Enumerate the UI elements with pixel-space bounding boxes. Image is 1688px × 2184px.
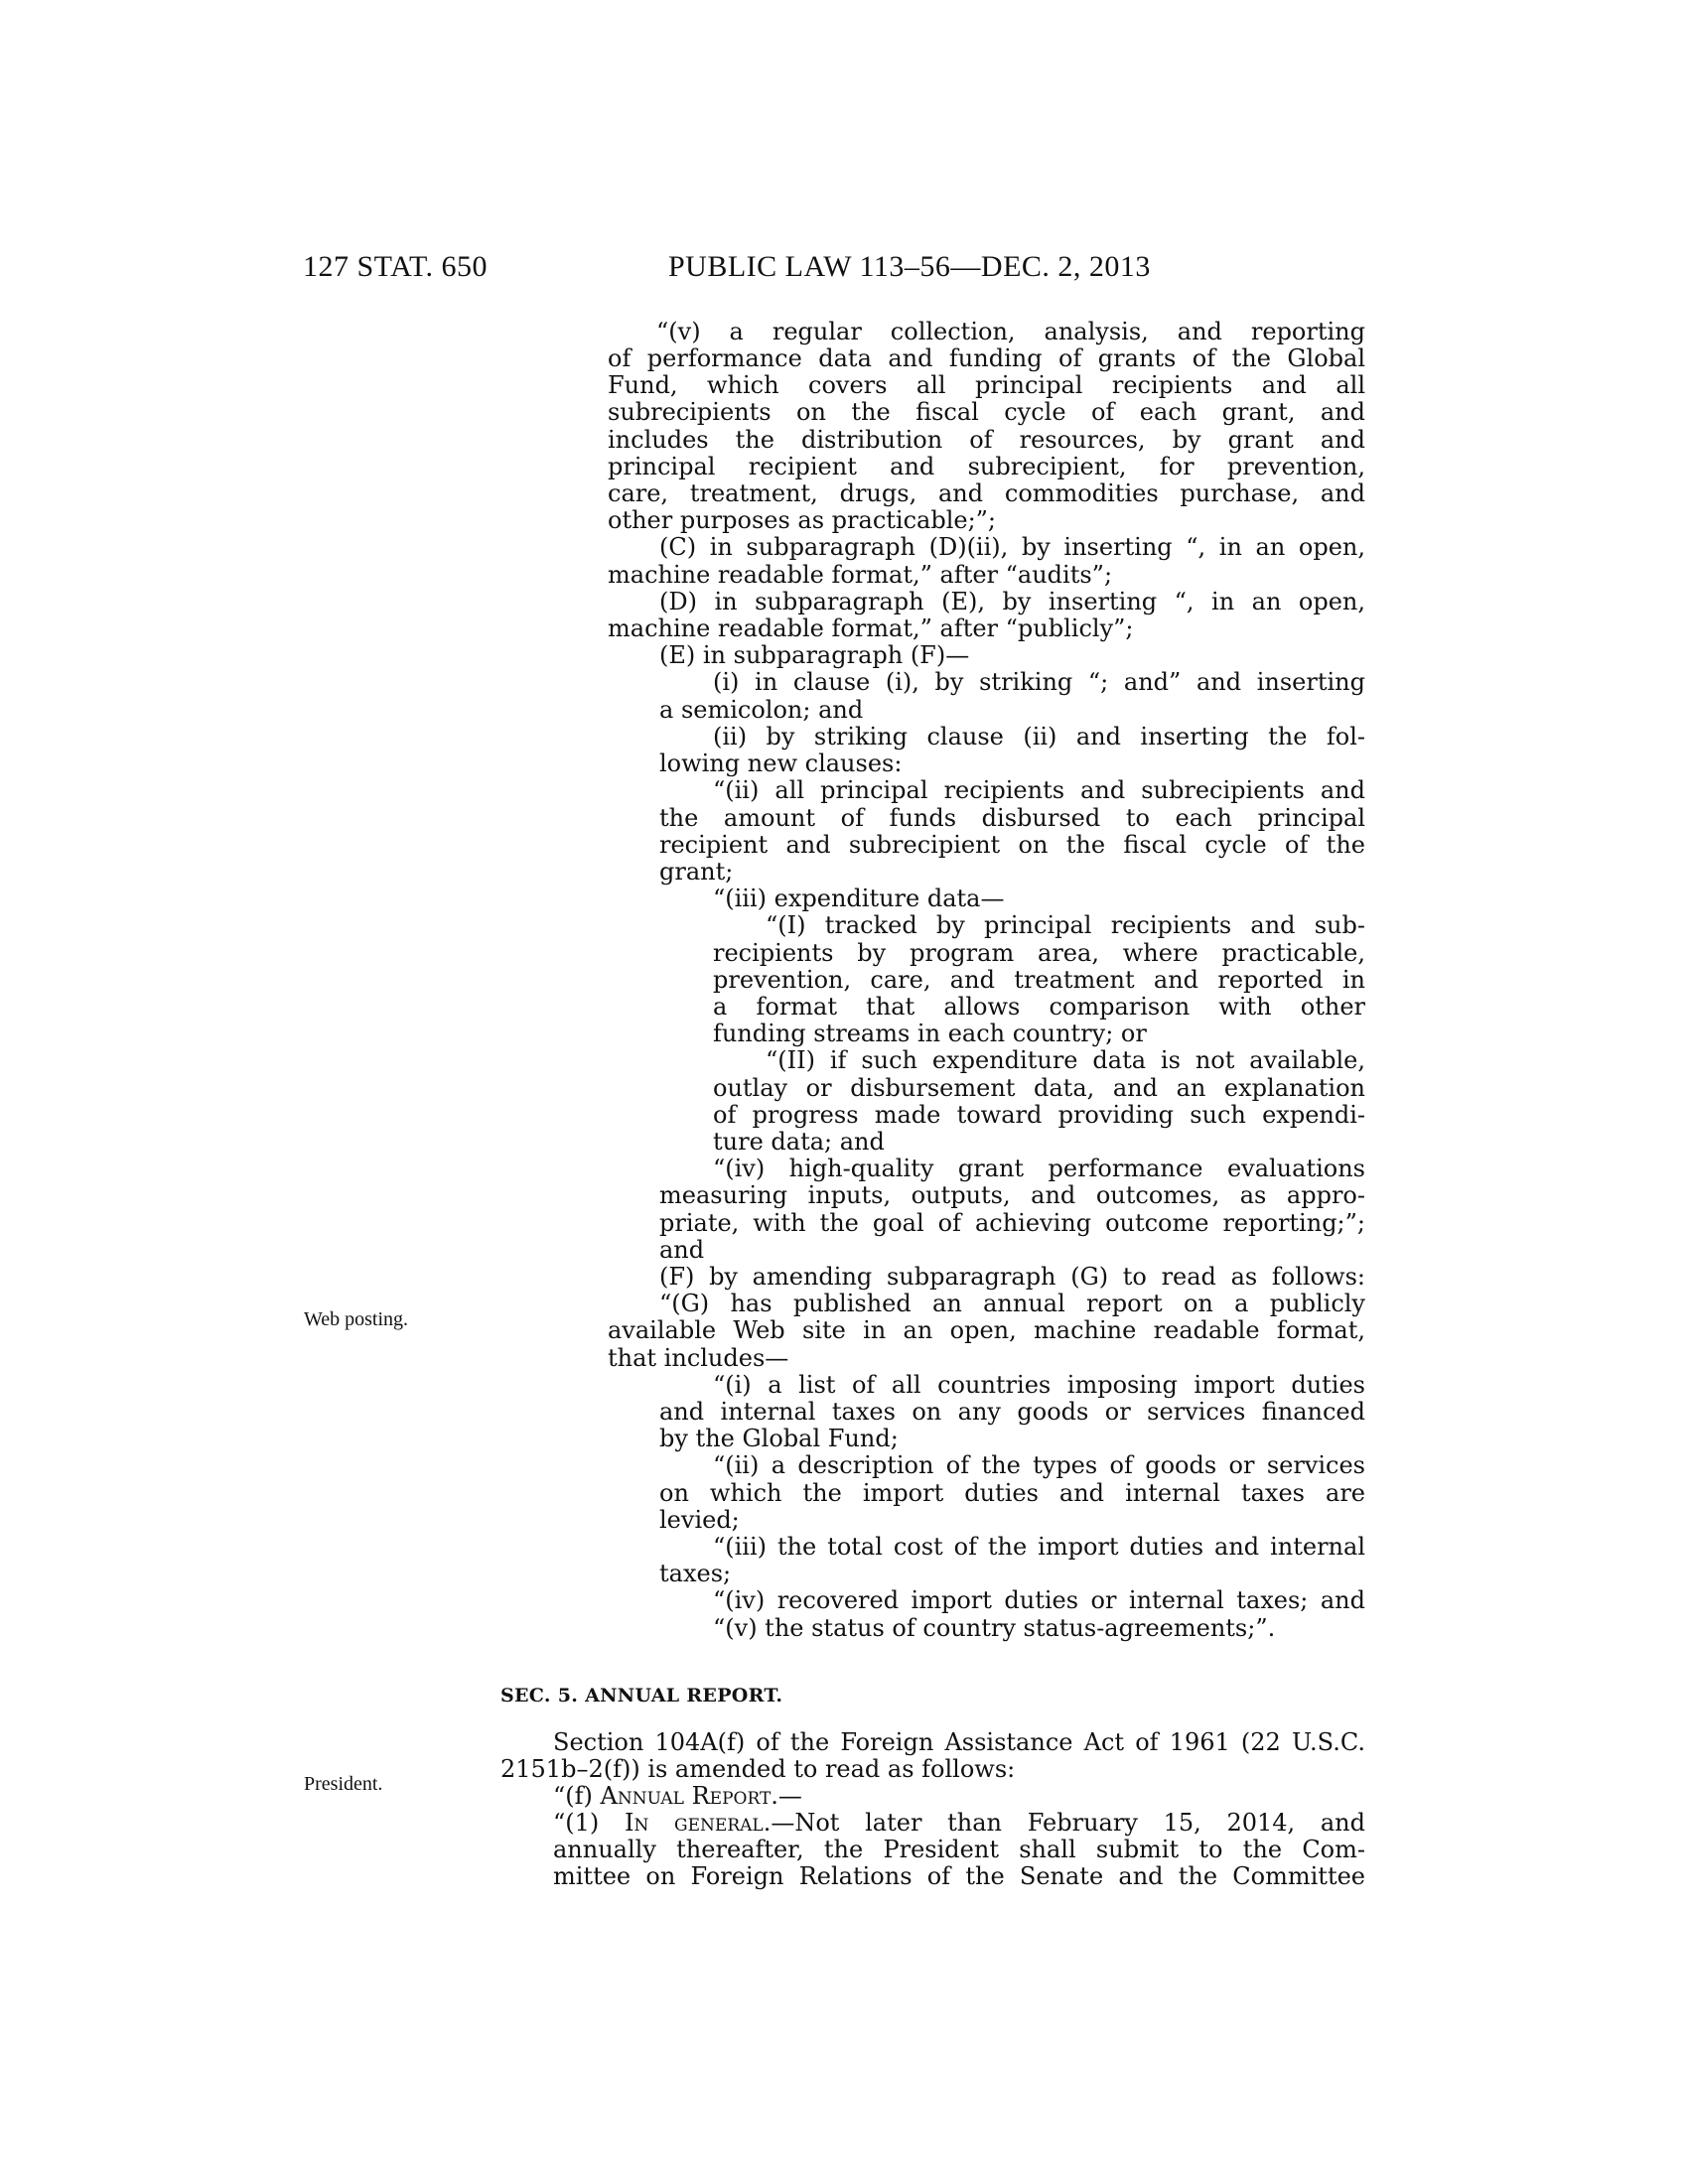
text-line: (D) in subparagraph (E), by inserting “, in an open, <box>659 588 1365 615</box>
text-line: “(iv) recovered import duties or internal taxes; and <box>713 1586 1365 1614</box>
text-line: “(G) has published an annual report on a publicly <box>659 1290 1365 1317</box>
text-line: “(v) the status of country status-agreements;”. <box>713 1614 1276 1642</box>
text-line: taxes; <box>659 1560 732 1587</box>
text-line: levied; <box>659 1506 740 1534</box>
text-line: “(I) tracked by principal recipients and sub- <box>766 911 1365 939</box>
text-fragment: “(f) <box>553 1782 601 1810</box>
text-line: outlay or disbursement data, and an explanation <box>713 1074 1365 1102</box>
text-line: (C) in subparagraph (D)(ii), by inserting “, in an open, <box>659 533 1365 561</box>
text-line: 2151b–2(f)) is amended to read as follows: <box>500 1755 1016 1783</box>
text-line: other purposes as practicable;”; <box>608 506 997 534</box>
text-line: measuring inputs, outputs, and outcomes, as appro- <box>659 1181 1365 1209</box>
public-law-citation: PUBLIC LAW 113–56—DEC. 2, 2013 <box>668 250 1151 283</box>
margin-note-president: President. <box>304 1773 383 1795</box>
text-line: mittee on Foreign Relations of the Senate and the Committee <box>553 1862 1365 1890</box>
text-line: subrecipients on the fiscal cycle of each grant, and <box>608 398 1365 426</box>
text-line: a semicolon; and <box>659 696 864 724</box>
text-line: care, treatment, drugs, and commodities purchase, and <box>608 479 1365 507</box>
text-line: a format that allows comparison with other <box>713 993 1365 1021</box>
text-line: “(iii) expenditure data— <box>713 885 1005 912</box>
text-line: “(v) a regular collection, analysis, and reporting <box>656 318 1365 345</box>
text-line: the amount of funds disbursed to each principal <box>659 804 1365 832</box>
text-fragment: .— <box>771 1782 802 1810</box>
text-line: (E) in subparagraph (F)— <box>659 641 970 669</box>
text-line: “(iii) the total cost of the import duties and internal <box>713 1533 1365 1561</box>
text-line: available Web site in an open, machine readable format, <box>608 1316 1365 1344</box>
subsection-title: Annual Report <box>600 1782 772 1810</box>
text-line: (F) by amending subparagraph (G) to read as follows: <box>659 1263 1365 1291</box>
text-line: “(ii) all principal recipients and subrecipients and <box>713 776 1365 804</box>
text-line: machine readable format,” after “audits”; <box>608 561 1113 589</box>
text-line <box>553 1782 802 1810</box>
text-fragment: “(1) <box>553 1809 625 1837</box>
text-line: “(i) a list of all countries imposing import duties <box>713 1371 1365 1399</box>
text-line: Section 104A(f) of the Foreign Assistance Act of 1961 (22 U.S.C. <box>553 1728 1365 1756</box>
text-line: recipient and subrecipient on the fiscal cycle of the <box>659 831 1365 859</box>
text-line: ture data; and <box>713 1128 885 1156</box>
text-line: “(II) if such expenditure data is not available, <box>766 1046 1365 1074</box>
text-line: priate, with the goal of achieving outcome reporting;”; <box>659 1209 1365 1237</box>
text-line: that includes— <box>608 1344 789 1372</box>
paragraph-title: In general <box>624 1809 764 1837</box>
text-line: of progress made toward providing such expendi- <box>713 1101 1365 1129</box>
text-line: grant; <box>659 858 734 886</box>
text-line: “(ii) a description of the types of goods or services <box>713 1451 1365 1479</box>
text-line: and internal taxes on any goods or services financed <box>659 1398 1365 1426</box>
text-line: of performance data and funding of grants of the Global <box>608 344 1365 372</box>
text-line: includes the distribution of resources, by grant and <box>608 426 1365 454</box>
text-line: “(iv) high-quality grant performance evaluations <box>713 1155 1365 1182</box>
statute-citation: 127 STAT. 650 <box>303 250 489 283</box>
text-line: principal recipient and subrecipient, for prevention, <box>608 453 1365 480</box>
text-line <box>553 1809 1365 1837</box>
text-line: funding streams in each country; or <box>713 1020 1147 1047</box>
text-line: and <box>659 1236 705 1264</box>
text-line: (ii) by striking clause (ii) and inserting the fol- <box>713 723 1365 751</box>
text-line: prevention, care, and treatment and reported in <box>713 966 1365 994</box>
text-fragment: .—Not later than February 15, 2014, and <box>763 1809 1365 1837</box>
text-line: (i) in clause (i), by striking “; and” and inserting <box>713 668 1365 696</box>
text-line: lowing new clauses: <box>659 750 903 777</box>
section-heading: SEC. 5. ANNUAL REPORT. <box>500 1685 783 1706</box>
text-line: recipients by program area, where practicable, <box>713 939 1365 967</box>
margin-note-web-posting: Web posting. <box>304 1308 409 1330</box>
text-line: machine readable format,” after “publicly”; <box>608 614 1134 642</box>
text-line: annually thereafter, the President shall submit to the Com- <box>553 1836 1365 1863</box>
text-line: on which the import duties and internal taxes are <box>659 1479 1365 1507</box>
text-line: by the Global Fund; <box>659 1425 899 1452</box>
text-line: Fund, which covers all principal recipients and all <box>608 371 1365 399</box>
